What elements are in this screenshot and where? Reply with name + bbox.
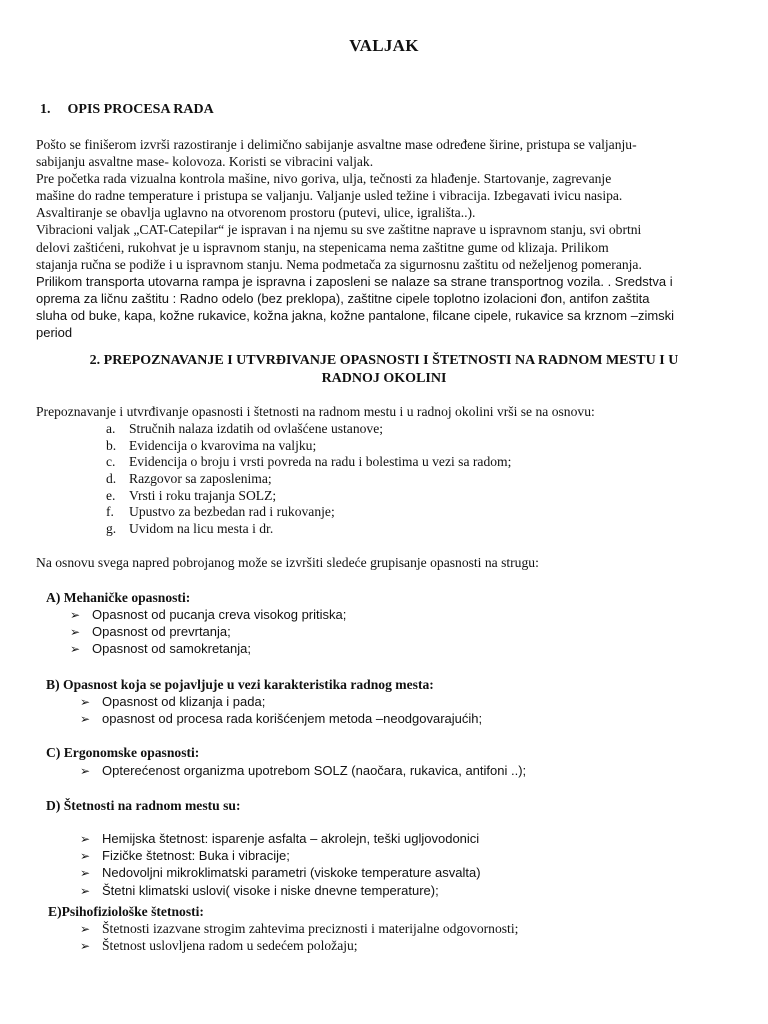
bullet-item-text: Hemijska štetnost: isparenje asfalta – akrolejn, teški ugljovodonici — [102, 831, 480, 846]
paragraph-line: oprema za ličnu zaštitu : Radno odelo (bez preklopa), zaštitne cipele toplotno izolacioni đon, antifon zaštita — [36, 290, 650, 306]
bullet-item — [80, 920, 518, 937]
list-item — [106, 421, 511, 438]
group-b-heading: B) Opasnost koja se pojavljuje u vezi karakteristika radnog mesta: — [46, 677, 434, 692]
list-letter: c. — [106, 454, 116, 470]
list-item-text: Stručnih nalaza izdatih od ovlašćene ustanove; — [129, 421, 384, 436]
grouping-summary: Na osnovu svega napred pobrojanog može se izvršiti sledeće grupisanje opasnosti na strugu: — [36, 555, 539, 570]
group-a-list — [70, 606, 346, 658]
list-item-text: Uvidom na licu mesta i dr. — [129, 521, 274, 537]
bullet-item-text: Opasnost od pucanja creva visokog pritiska; — [92, 607, 347, 622]
section-2-intro: Prepoznavanje i utvrđivanje opasnosti i štetnosti na radnom mestu i u radnoj okolini vrši se na osnovu: — [36, 404, 595, 419]
paragraph-line: sluha od buke, kapa, kožne rukavice, kožna jakna, kožne pantalone, filcane cipele, rukavice sa krznom –zimski — [36, 307, 675, 323]
bullet-item — [80, 710, 482, 727]
bullet-item-text: opasnost od procesa rada korišćenjem metoda –neodgovarajućih; — [102, 711, 483, 727]
list-item — [106, 454, 511, 471]
bullet-item-text: Štetnosti izazvane strogim zahtevima preciznosti i materijalne odgovornosti; — [102, 921, 519, 936]
bullet-item-text: Štetnost uslovljena radom u sedećem položaju; — [102, 938, 358, 954]
section-2-heading-line-1: 2. PREPOZNAVANJE I UTVRĐIVANJE OPASNOSTI I ŠTETNOSTI NA RADNOM MESTU I U — [89, 353, 679, 368]
section-1-title: OPIS PROCESA RADA — [67, 102, 214, 117]
list-item-text: Evidencija o broju i vrsti povreda na radu i bolestima u vezi sa radom; — [129, 454, 512, 470]
document-title: VALJAK — [349, 36, 419, 55]
bullet-item-text: Opasnost od samokretanja; — [92, 641, 251, 657]
bullet-item — [80, 882, 481, 899]
list-item-text: Vrsti i roku trajanja SOLZ; — [129, 487, 277, 503]
group-e-list — [80, 920, 518, 954]
section-1-heading — [40, 102, 214, 118]
list-letter: e. — [106, 487, 116, 503]
bullet-item — [70, 623, 346, 640]
list-item-text: Evidencija o kvarovima na valjku; — [129, 437, 317, 453]
arrow-bullet-icon: ➢ — [70, 642, 81, 657]
list-letter: f. — [106, 504, 114, 520]
bullet-item — [80, 830, 481, 847]
arrow-bullet-icon: ➢ — [80, 883, 91, 898]
bullet-item — [80, 847, 481, 864]
bullet-item-text: Opterećenost organizma upotrebom SOLZ (naočara, rukavica, antifoni ..); — [102, 763, 527, 778]
basis-list — [106, 421, 511, 538]
arrow-bullet-icon: ➢ — [70, 625, 81, 640]
group-b-list — [80, 693, 482, 727]
bullet-item — [70, 640, 346, 657]
paragraph-line: mašine do radne temperature i pristupa se valjanju. Valjanje usled težine i vibracija. Izbegavati ivicu nasipa. — [36, 188, 623, 204]
bullet-item-text: Fizičke štetnost: Buka i vibracije; — [102, 848, 290, 864]
list-item-text: Upustvo za bezbedan rad i rukovanje; — [129, 504, 335, 520]
bullet-item-text: Opasnost od prevrtanja; — [92, 624, 231, 640]
list-item — [106, 438, 511, 455]
arrow-bullet-icon: ➢ — [80, 922, 91, 936]
paragraph-line: sabijanju asvaltne mase- kolovoza. Koristi se vibracini valjak. — [36, 154, 374, 170]
paragraph-line: Pre početka rada vizualna kontrola mašine, nivo goriva, ulja, tečnosti za hlađenje. Startovanje, zagrevanje — [36, 171, 612, 187]
arrow-bullet-icon: ➢ — [80, 832, 91, 846]
list-item — [106, 471, 511, 488]
bullet-item — [80, 762, 526, 779]
arrow-bullet-icon: ➢ — [80, 764, 91, 778]
group-c-list — [80, 762, 526, 779]
bullet-item-text: Nedovoljni mikroklimatski parametri (viskoke temperature asvalta) — [102, 865, 481, 881]
list-item — [106, 488, 511, 505]
paragraph-line: delovi zaštićeni, rukohvat je u ispravnom stanju, na stepenicama nema zaštitne gume od klizaja. Prilikom — [36, 239, 609, 255]
arrow-bullet-icon: ➢ — [80, 712, 91, 727]
list-letter: a. — [106, 421, 116, 436]
bullet-item-text: Opasnost od klizanja i pada; — [102, 694, 266, 709]
arrow-bullet-icon: ➢ — [80, 849, 91, 864]
paragraph-line: period — [36, 325, 73, 341]
arrow-bullet-icon: ➢ — [80, 939, 91, 954]
list-letter: d. — [106, 471, 117, 487]
group-e-heading: E)Psihofiziološke štetnosti: — [48, 904, 204, 919]
arrow-bullet-icon: ➢ — [80, 866, 91, 881]
bullet-item — [70, 606, 346, 623]
list-item — [106, 521, 511, 538]
bullet-item — [80, 864, 481, 881]
list-item-text: Razgovor sa zaposlenima; — [129, 471, 272, 487]
paragraph-line: Prilikom transporta utovarna rampa je ispravna i zaposleni se nalaze sa strane transportnog vozila. . Sredstva i — [36, 273, 673, 289]
group-a-heading: A) Mehaničke opasnosti: — [46, 590, 191, 605]
list-item — [106, 504, 511, 521]
list-letter: b. — [106, 437, 117, 453]
bullet-item — [80, 693, 482, 710]
section-2-heading-line-2: RADNOJ OKOLINI — [321, 371, 447, 386]
list-letter: g. — [106, 521, 117, 537]
paragraph-line: Pošto se finišerom izvrši razostiranje i delimično sabijanje asvaltne mase određene širine, pristupa se valjanju- — [36, 137, 637, 152]
paragraph-line: stajanja ručna se podiže i u ispravnom stanju. Nema podmetača za sigurnosnu zaštitu od neželjenog pomeranja. — [36, 256, 642, 272]
bullet-item-text: Štetni klimatski uslovi( visoke i niske dnevne temperature); — [102, 882, 439, 898]
section-1-paragraph — [36, 136, 736, 341]
group-d-heading: D) Štetnosti na radnom mestu su: — [46, 798, 241, 813]
arrow-bullet-icon: ➢ — [70, 608, 81, 622]
group-d-list — [80, 830, 481, 899]
section-1-number: 1. — [40, 102, 51, 117]
group-c-heading: C) Ergonomske opasnosti: — [46, 745, 200, 760]
arrow-bullet-icon: ➢ — [80, 695, 91, 709]
paragraph-line: Asvaltiranje se obavlja uglavno na otvorenom prostoru (putevi, ulice, igrališta..). — [36, 205, 476, 221]
paragraph-line: Vibracioni valjak „CAT-Catepilar“ je ispravan i na njemu su sve zaštitne naprave u ispravnom stanju, svi obrtni — [36, 222, 642, 238]
section-2-heading — [40, 352, 728, 388]
bullet-item — [80, 937, 518, 954]
